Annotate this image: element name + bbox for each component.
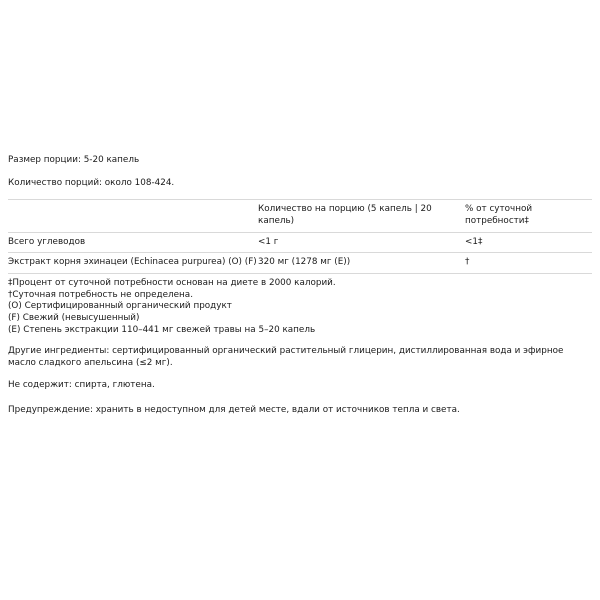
table-row	[8, 232, 592, 253]
footnotes	[8, 278, 592, 336]
table-row	[8, 253, 592, 274]
serving-size: Размер порции: 5-20 капель	[8, 155, 140, 165]
header-daily-value: % от суточной потребности‡	[465, 199, 592, 232]
footnote-dv-not-established: †Суточная потребность не определена.	[8, 289, 193, 300]
free-of-statement: Не содержит: спирта, глютена.	[8, 380, 155, 391]
footnote-extraction-ratio: (E) Степень экстракции 110–441 мг свежей травы на 5–20 капель	[8, 324, 316, 335]
warning-statement: Предупреждение: хранить в недоступном для детей месте, вдали от источников тепла и света.	[8, 404, 460, 415]
nutrient-amount: 320 мг (1278 мг (E))	[258, 253, 465, 274]
nutrient-name: Всего углеводов	[8, 232, 258, 253]
footnote-organic: (O) Сертифицированный органический продукт	[8, 301, 232, 312]
header-nutrient	[8, 199, 258, 232]
footnote-daily-value-basis: ‡Процент от суточной потребности основан на диете в 2000 калорий.	[8, 278, 336, 289]
footnote-fresh: (F) Свежий (невысушенный)	[8, 313, 140, 324]
nutrition-table	[8, 199, 592, 275]
supplement-facts-document	[8, 155, 592, 417]
nutrient-name: Экстракт корня эхинацеи (Echinacea purpurea) (O) (F)	[8, 253, 258, 274]
servings-count: Количество порций: около 108-424.	[8, 177, 175, 188]
nutrient-daily-value: †	[465, 253, 592, 274]
nutrient-amount: <1 г	[258, 232, 465, 253]
table-header-row	[8, 199, 592, 232]
nutrient-daily-value: <1‡	[465, 232, 592, 253]
other-ingredients: Другие ингредиенты: сертифицированный органический растительный глицерин, дистиллированная вода и эфирное масло сладкого апельсина (≤2 мг).	[8, 346, 564, 369]
header-amount-per-serving: Количество на порцию (5 капель | 20 капель)	[258, 199, 465, 232]
